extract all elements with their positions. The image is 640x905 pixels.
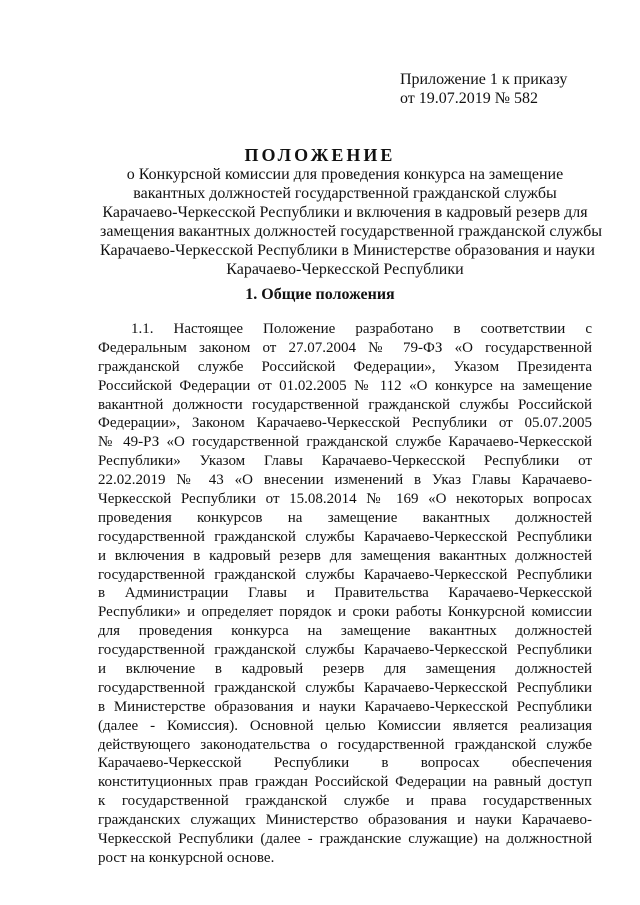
paragraph-line: Черкесской Республики (далее - гражданские служащие) на должностной	[98, 831, 592, 848]
section-heading: 1. Общие положения	[245, 286, 395, 303]
paragraph-line: вакантной должности государственной гражданской службы Российской	[98, 396, 592, 413]
appendix-reference	[400, 70, 600, 108]
paragraph-line: Черкесской Республики от 15.08.2014 № 169 «О некоторых вопросах	[98, 491, 592, 508]
subtitle-line: Карачаево-Черкесской Республики	[226, 261, 464, 278]
paragraph-line: государственной гражданской службы Карачаево-Черкесской Республики	[98, 679, 592, 696]
paragraph-line: Республики» Указом Главы Карачаево-Черкесской Республики от	[98, 453, 592, 470]
paragraph-line: гражданских служащих Министерство образования и науки Карачаево-	[98, 812, 592, 829]
paragraph-line: 22.02.2019 № 43 «О внесении изменений в Указ Главы Карачаево-	[98, 472, 592, 489]
paragraph-line: государственной гражданской службы Карачаево-Черкесской Республики	[98, 566, 592, 583]
paragraph-line: в Министерстве образования и науки Карачаево-Черкесской Республики	[98, 698, 592, 715]
paragraph-line: Карачаево-Черкесской Республики в вопросах обеспечения	[98, 755, 592, 772]
paragraph-line: в Администрации Главы и Правительства Карачаево-Черкесской	[98, 585, 592, 602]
paragraph-line: № 49-РЗ «О государственной гражданской службе Карачаево-Черкесской	[98, 434, 592, 451]
paragraph-line: 1.1. Настоящее Положение разработано в соответствии с	[131, 321, 592, 337]
paragraph-line: (далее - Комиссия). Основной целью Комиссии является реализация	[98, 717, 592, 734]
appendix-line-1: Приложение 1 к приказу	[400, 71, 568, 88]
paragraph-1-1	[98, 320, 592, 868]
paragraph-line: проведения конкурсов на замещение вакантных должностей	[98, 509, 592, 526]
subtitle-line: Карачаево-Черкесской Республики и включения в кадровый резерв для	[102, 204, 588, 221]
paragraph-line: к государственной гражданской службе и права государственных	[98, 793, 592, 810]
paragraph-line: рост на конкурсной основе.	[98, 849, 275, 866]
document-subtitle	[100, 165, 602, 279]
subtitle-line: о Конкурсной комиссии для проведения конкурса на замещение	[126, 166, 564, 183]
subtitle-line: замещения вакантных должностей государственной гражданской службы	[100, 223, 602, 240]
paragraph-line: Российской Федерации от 01.02.2005 № 112 «О конкурсе на замещение	[98, 377, 592, 394]
paragraph-line: государственной гражданской службы Карачаево-Черкесской Республики	[98, 528, 592, 545]
paragraph-line: действующего законодательства о государственной гражданской службе	[98, 736, 592, 753]
paragraph-line: и включения в кадровый резерв для замещения вакантных должностей	[98, 547, 592, 564]
document-title: ПОЛОЖЕНИЕ	[244, 145, 396, 165]
paragraph-line: и включение в кадровый резерв для замещения должностей	[98, 661, 592, 678]
paragraph-line: Федеральным законом от 27.07.2004 № 79-ФЗ «О государственной	[98, 339, 592, 356]
paragraph-line: конституционных прав граждан Российской Федерации на равный доступ	[98, 774, 592, 791]
paragraph-line: Республики» и определяет порядок и сроки работы Конкурсной комиссии	[98, 604, 592, 621]
appendix-line-2: от 19.07.2019 № 582	[400, 90, 539, 107]
subtitle-line: вакантных должностей государственной гражданской службы	[133, 185, 557, 202]
subtitle-line: Карачаево-Черкесской Республики в Министерстве образования и науки	[100, 242, 595, 259]
paragraph-line: государственной гражданской службы Карачаево-Черкесской Республики	[98, 642, 592, 659]
paragraph-line: Федерации», Законом Карачаево-Черкесской Республики от 05.07.2005	[98, 415, 592, 432]
paragraph-line: гражданской службе Российской Федерации», Указом Президента	[98, 358, 592, 375]
paragraph-line: для проведения конкурса на замещение вакантных должностей	[98, 623, 592, 640]
